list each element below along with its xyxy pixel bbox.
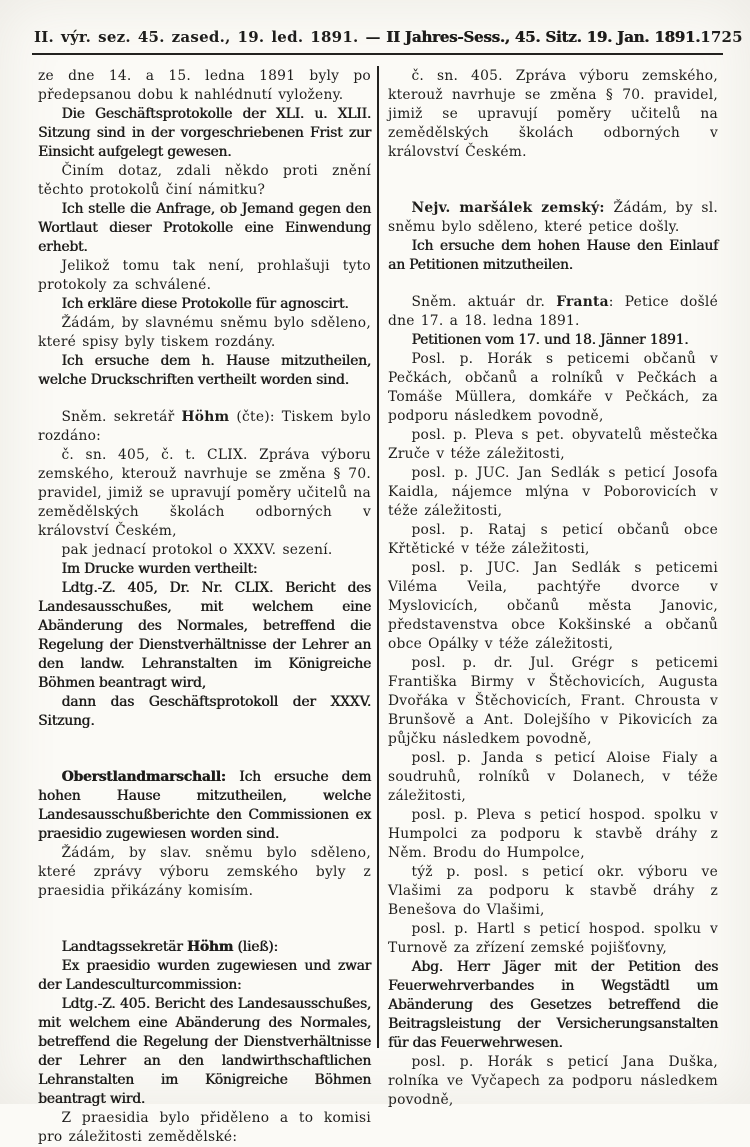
text-run: posl. p. Janda s peticí Aloise Fialy a soudruhů, rolníků v Dolanech, v téže záležitosti, [388,750,718,804]
text-run: č. sn. 405, č. t. CLIX. Zpráva výboru zemského, kterouž navrhuje se změna § 70. pravidel, jimiž se upravují poměry učitelů na zemědělských školách odborných v království Českém, [38,447,371,539]
paragraph [38,957,371,995]
text-run: Žádám, by slav. sněmu bylo sděleno, které zprávy výboru zemského byly z praesidia přikázány komisím. [38,845,371,899]
text-run: Ich ersuche dem hohen Hause den Einlauf an Petitionen mitzutheilen. [388,238,718,273]
paragraph [388,67,718,162]
paragraph [38,257,371,295]
paragraph [38,693,371,731]
paragraph [388,521,718,559]
paragraph [388,559,718,654]
text-run: Ldtg.-Z. 405. Bericht des Landesausschußes, mit welchem eine Abänderung des Normales, betreffend die Regelung der Dienstverhältnisse der Lehrer an den landwirthschaftlichen Lehranstalten im Königreiche Böhmen beantragt wird. [38,996,371,1107]
text-run: Činím dotaz, zdali někdo proti znění těchto protokolů činí námitku? [38,163,371,198]
paragraph [388,806,718,863]
paragraph [38,579,371,693]
paragraph [38,844,371,901]
header-czech-session: II. výr. sez. 45. zased., 19. led. 1891. — [34,28,381,46]
paragraph [38,352,371,390]
paragraph [388,654,718,749]
text-run: Jelikož tomu tak není, prohlašuji tyto protokoly za schválené. [38,258,371,293]
right-column [388,67,718,1110]
paragraph [388,293,718,331]
speaker-name: Höhm [181,409,230,425]
paragraph [38,1109,371,1147]
text-run: Sněm. aktuár dr. [411,294,557,310]
paragraph [38,200,371,257]
paragraph [38,314,371,352]
paragraph [388,199,718,237]
paragraph [38,995,371,1109]
text-run: Posl. p. Horák s peticemi občanů v Pečkách, občanů a rolníků v Pečkách a Tomáše Müllera, domkáře v Pečkách, za podporu následkem povodně, [388,351,718,424]
text-run: (čte): Tiskem bylo rozdáno: [38,409,371,444]
speaker-name: Oberstlandmarschall: [61,769,240,785]
paragraph [388,958,718,1053]
paragraph [38,105,371,162]
text-run: posl. p. JUC. Jan Sedlák s peticemi Viléma Veila, pachtýře dvorce v Myslovicích, občanů města Janovic, představenstva obce Kokšinské a občanů obce Opálky v téže záležitosti, [388,560,718,652]
header-rule [32,53,723,55]
text-run: Im Drucke wurden vertheilt: [61,561,258,577]
page-number: 1725 [700,28,743,46]
left-column [38,67,371,1147]
paragraph [38,541,371,560]
paragraph [388,426,718,464]
paragraph [388,749,718,806]
text-run: (ließ): [233,939,278,955]
text-run: Petitionen vom 17. und 18. Jänner 1891. [411,332,689,348]
paragraph [38,295,371,314]
text-run: posl. p. Pleva s pet. obyvatelů městečka Zruče v téže záležitosti, [388,427,718,462]
paragraph [38,768,371,844]
text-run: Ich ersuche dem hohen Hause mitzutheilen, welche Landesausschußberichte den Commissionen ex praesidio zugewiesen worden sind. [38,769,371,842]
text-run: Z praesidia bylo přiděleno a to komisi pro záležitosti zemědělské: [38,1110,371,1145]
text-run: Ich erkläre diese Protokolle für agnoscirt. [61,296,349,312]
text-run: Žádám, by slavnému sněmu bylo sděleno, které spisy byly tiskem rozdány. [38,315,371,350]
paragraph [38,446,371,541]
paragraph [38,938,371,957]
paragraph [38,408,371,446]
column-divider [377,66,379,1048]
speaker-name: Nejv. maršálek zemský: [411,200,614,216]
text-run: posl. p. Rataj s peticí občanů obce Křtětické v téže záležitosti, [388,522,718,557]
text-run: posl. p. Hartl s peticí hospod. spolku v Turnově za zřízení zemské pojišťovny, [388,921,718,956]
paragraph [388,1053,718,1110]
paragraph [38,162,371,200]
header-german-session: II Jahres-Sess., 45. Sitz. 19. Jan. 1891. [386,28,701,46]
text-run: týž p. posl. s peticí okr. výboru ve Vlašimi za podporu k stavbě dráhy z Benešova do Vlašimi, [388,864,718,918]
paragraph [388,237,718,275]
speaker-name: Höhm [186,939,234,955]
paragraph [388,350,718,426]
paragraph [388,331,718,350]
text-run: Landtagssekretär [61,939,187,955]
text-run: posl. p. Horák s peticí Jana Duška, rolníka ve Vyčapech za podporu následkem povodně, [388,1054,718,1108]
text-run: č. sn. 405. Zpráva výboru zemského, kterouž navrhuje se změna § 70. pravidel, jimiž se upravují poměry učitelů na zemědělských školách odborných v království Českém. [388,68,718,160]
header-session-info [34,28,700,46]
text-run: Sněm. sekretář [61,409,182,425]
text-run: : Petice došlé dne 17. a 18. ledna 1891. [388,294,718,329]
text-run: Ich ersuche dem h. Hause mitzutheilen, welche Druckschriften vertheilt worden sind. [38,353,371,388]
text-run: posl. p. JUC. Jan Sedlák s peticí Josofa Kaidla, nájemce mlýna v Poborovicích v téže záležitosti, [388,465,718,519]
text-run: Die Geschäftsprotokolle der XLI. u. XLII. Sitzung sind in der vorgeschriebenen Frist zur Einsicht aufgelegt gewesen. [38,106,371,160]
text-run: Ex praesidio wurden zugewiesen und zwar der Landesculturcommission: [38,958,371,993]
text-run: Abg. Herr Jäger mit der Petition des Feuerwehrverbandes in Wegstädtl um Abänderung des Gesetzes betreffend die Beitragsleistung der Versicherungsanstalten für das Feuerwehrwesen. [388,959,718,1051]
text-run: posl. p. Pleva s peticí hospod. spolku v Humpolci za podporu k stavbě dráhy z Něm. Brodu do Humpolce, [388,807,718,861]
paragraph [38,560,371,579]
text-run: dann das Geschäftsprotokoll der XXXV. Sitzung. [38,694,371,729]
paragraph [388,863,718,920]
paragraph [388,464,718,521]
text-run: posl. p. dr. Jul. Grégr s peticemi Františka Birmy v Štěchovicích, Augusta Dvořáka v Štěchovicích, Frant. Chrousta v Brunšově a Ant. Dolejšího v Pikovicích za půjčku následkem povodně, [388,655,718,747]
text-run: Ich stelle die Anfrage, ob Jemand gegen den Wortlaut dieser Protokolle eine Einwendung erhebt. [38,201,371,255]
text-run: Ldtg.-Z. 405, Dr. Nr. CLIX. Bericht des Landesausschußes, mit welchem eine Abänderung des Normales, betreffend die Regelung der Dienstverhältnisse der Lehrer an den landw. Lehranstalten im Königreiche Böhmen beantragt wird, [38,580,371,691]
text-run: Žádám, by sl. sněmu bylo sděleno, které petice došly. [388,200,718,235]
text-run: ze dne 14. a 15. ledna 1891 byly po předepsanou dobu k nahlédnutí vyloženy. [38,68,371,103]
speaker-name: Franta [556,294,609,310]
paragraph [38,67,371,105]
text-run: pak jednací protokol o XXXV. sezení. [61,542,333,558]
running-header [34,28,743,46]
paragraph [388,920,718,958]
